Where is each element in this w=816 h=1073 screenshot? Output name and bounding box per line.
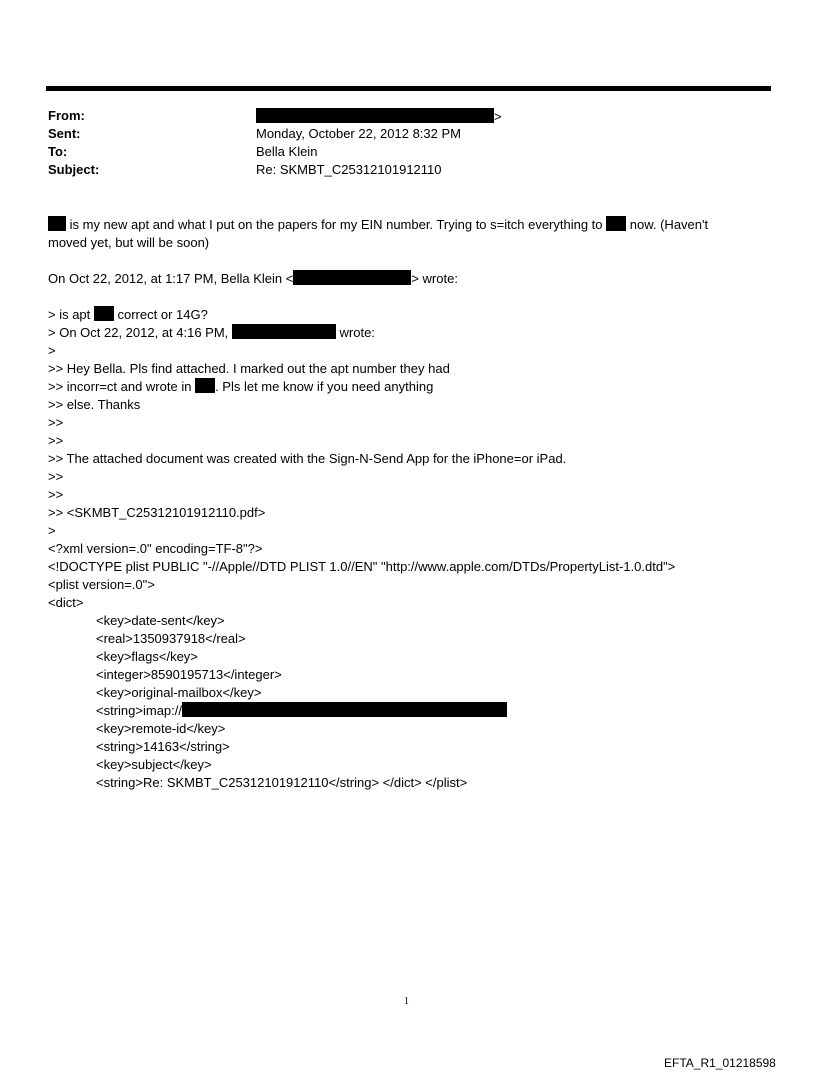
redaction-box bbox=[232, 324, 336, 339]
subject-label: Subject: bbox=[48, 162, 100, 177]
quote-line: >> bbox=[48, 433, 64, 448]
xml-line: <string>14163</string> bbox=[96, 739, 230, 754]
quote-line: >> bbox=[48, 415, 64, 430]
quote-line: >> bbox=[48, 469, 64, 484]
body-text: > wrote: bbox=[411, 271, 458, 286]
redaction-box bbox=[293, 270, 411, 285]
redaction-box bbox=[48, 216, 66, 231]
xml-line: <string>Re: SKMBT_C25312101912110</string> </dict> </plist> bbox=[96, 775, 468, 790]
attachment-line: >> <SKMBT_C25312101912110.pdf> bbox=[48, 505, 266, 520]
from-label: From: bbox=[48, 108, 85, 123]
xml-line: <key>subject</key> bbox=[96, 757, 212, 772]
redaction-box bbox=[195, 378, 215, 393]
redaction-box bbox=[606, 216, 626, 231]
body-text: > On Oct 22, 2012, at 4:16 PM, bbox=[48, 325, 232, 340]
body-text: . Pls let me know if you need anything bbox=[215, 379, 434, 394]
xml-line bbox=[48, 702, 507, 720]
quote-line: > bbox=[48, 343, 56, 358]
sent-value: Monday, October 22, 2012 8:32 PM bbox=[256, 126, 461, 141]
body-line: moved yet, but will be soon) bbox=[48, 235, 210, 250]
body-line bbox=[48, 270, 458, 288]
body-text: <string>imap:// bbox=[96, 703, 182, 718]
redaction-box bbox=[256, 108, 494, 123]
xml-line: <!DOCTYPE plist PUBLIC "-//Apple//DTD PLIST 1.0//EN" "http://www.apple.com/DTDs/PropertyList-1.0.dtd"> bbox=[48, 559, 676, 574]
xml-line: <key>original-mailbox</key> bbox=[96, 685, 262, 700]
xml-line: <key>date-sent</key> bbox=[96, 613, 225, 628]
from-value-suffix: > bbox=[494, 109, 502, 124]
body-text: wrote: bbox=[335, 325, 375, 340]
xml-line: <key>flags</key> bbox=[96, 649, 198, 664]
body-text: >> incorr=ct and wrote in bbox=[48, 379, 196, 394]
xml-line: <?xml version=.0" encoding=TF-8"?> bbox=[48, 541, 263, 556]
body-text: now. (Haven't bbox=[626, 217, 709, 232]
quote-line bbox=[48, 378, 433, 396]
from-value bbox=[256, 108, 502, 125]
quote-line bbox=[48, 324, 375, 342]
xml-line: <plist version=.0"> bbox=[48, 577, 155, 592]
to-label: To: bbox=[48, 144, 68, 159]
xml-line: <real>1350937918</real> bbox=[96, 631, 246, 646]
xml-line: <dict> bbox=[48, 595, 84, 610]
quote-line bbox=[48, 306, 208, 324]
quote-line: >> Hey Bella. Pls find attached. I marked out the apt number they had bbox=[48, 361, 450, 376]
xml-line: <key>remote-id</key> bbox=[96, 721, 226, 736]
body-text: > is apt bbox=[48, 307, 94, 322]
body-text: correct or 14G? bbox=[113, 307, 208, 322]
quote-line: >> else. Thanks bbox=[48, 397, 141, 412]
quote-line: >> The attached document was created with the Sign-N-Send App for the iPhone=or iPad. bbox=[48, 451, 567, 466]
sent-label: Sent: bbox=[48, 126, 81, 141]
subject-value: Re: SKMBT_C25312101912110 bbox=[256, 162, 442, 177]
header-rule bbox=[46, 86, 771, 91]
quote-line: > bbox=[48, 523, 56, 538]
body-text: is my new apt and what I put on the papers for my EIN number. Trying to s=itch everything to bbox=[66, 217, 607, 232]
xml-line: <integer>8590195713</integer> bbox=[96, 667, 282, 682]
redaction-box bbox=[182, 702, 507, 717]
body-line bbox=[48, 216, 708, 234]
to-value: Bella Klein bbox=[256, 144, 318, 159]
redaction-box bbox=[94, 306, 114, 321]
bates-number: EFTA_R1_01218598 bbox=[664, 1056, 776, 1070]
body-text: On Oct 22, 2012, at 1:17 PM, Bella Klein < bbox=[48, 271, 294, 286]
quote-line: >> bbox=[48, 487, 64, 502]
page-number: 1 bbox=[404, 996, 409, 1007]
